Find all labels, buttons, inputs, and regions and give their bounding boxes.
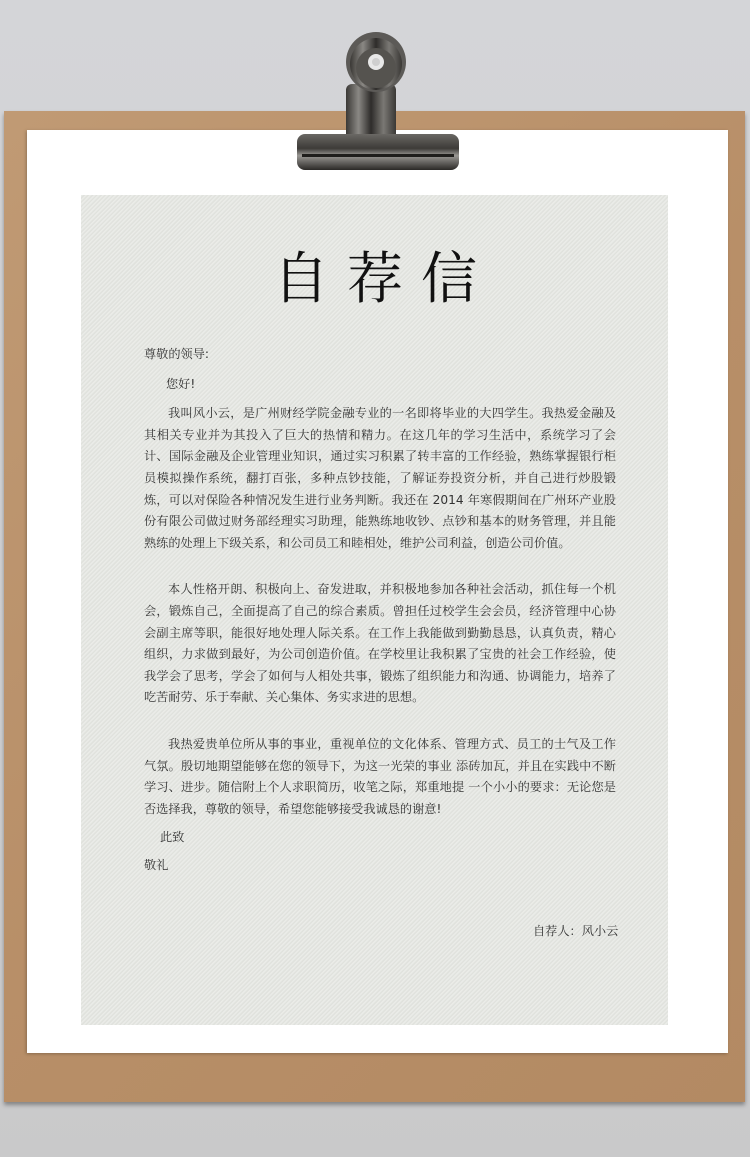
paragraph-3: 我热爱贵单位所从事的事业，重视单位的文化体系、管理方式、员工的士气及工作气氛。殷切地期望能够在您的领导下，为这一光荣的事业 添砖加瓦，并且在实践中不断学习、进步。随信附上个人求职简历，收笔之际，郑重地提 一个小小的要求：无论您是否选择我，尊敬的领导，希望您能够接受我诚恳的谢意! bbox=[144, 736, 616, 816]
closing-line-2: 敬礼 bbox=[144, 858, 169, 872]
binder-clip-icon bbox=[284, 24, 464, 174]
salutation: 尊敬的领导: bbox=[144, 347, 210, 361]
paragraph-1: 我叫风小云，是广州财经学院金融专业的一名即将毕业的大四学生。我热爱金融及其相关专业并为其投入了巨大的热情和精力。在这几年的学习生活中，系统学习了会计、国际金融及企业管理业知识，通过实习积累了转丰富的工作经验，熟练掌握银行柜员模拟操作系统，翻打百张，多种点钞技能，了解证券投资分析，并自己进行炒股锻炼，可以对保险各种情况发生进行业务判断。我还在 2014 年寒假期间在广州环产业股份有限公司做过财务部经理实习助理，能熟练地收钞、点钞和基本的财务管理，并且能熟练的处理上下级关系，和公司员工和睦相处，维护公司利益，创造公司价值。 bbox=[144, 406, 616, 550]
signature: 自荐人：风小云 bbox=[533, 924, 619, 938]
letter-body bbox=[144, 344, 616, 820]
page-title: 自荐信 bbox=[273, 247, 495, 312]
closing-line-1: 此致 bbox=[160, 830, 185, 844]
greeting: 您好! bbox=[166, 376, 196, 391]
paragraph-2: 本人性格开朗、积极向上、奋发进取，并积极地参加各种社会活动，抓住每一个机会，锻炼自己，全面提高了自己的综合素质。曾担任过校学生会会员，经济管理中心协会副主席等职，能很好地处理人际关系。在工作上我能做到勤勤恳恳，认真负责，精心组织，力求做到最好，为公司创造价值。在学校里让我积累了宝贵的社会工作经验，使我学会了思考，学会了如何与人相处共事，锻炼了组织能力和沟通、协调能力，培养了吃苦耐劳、乐于奉献、关心集体、务实求进的思想。 bbox=[144, 582, 616, 705]
